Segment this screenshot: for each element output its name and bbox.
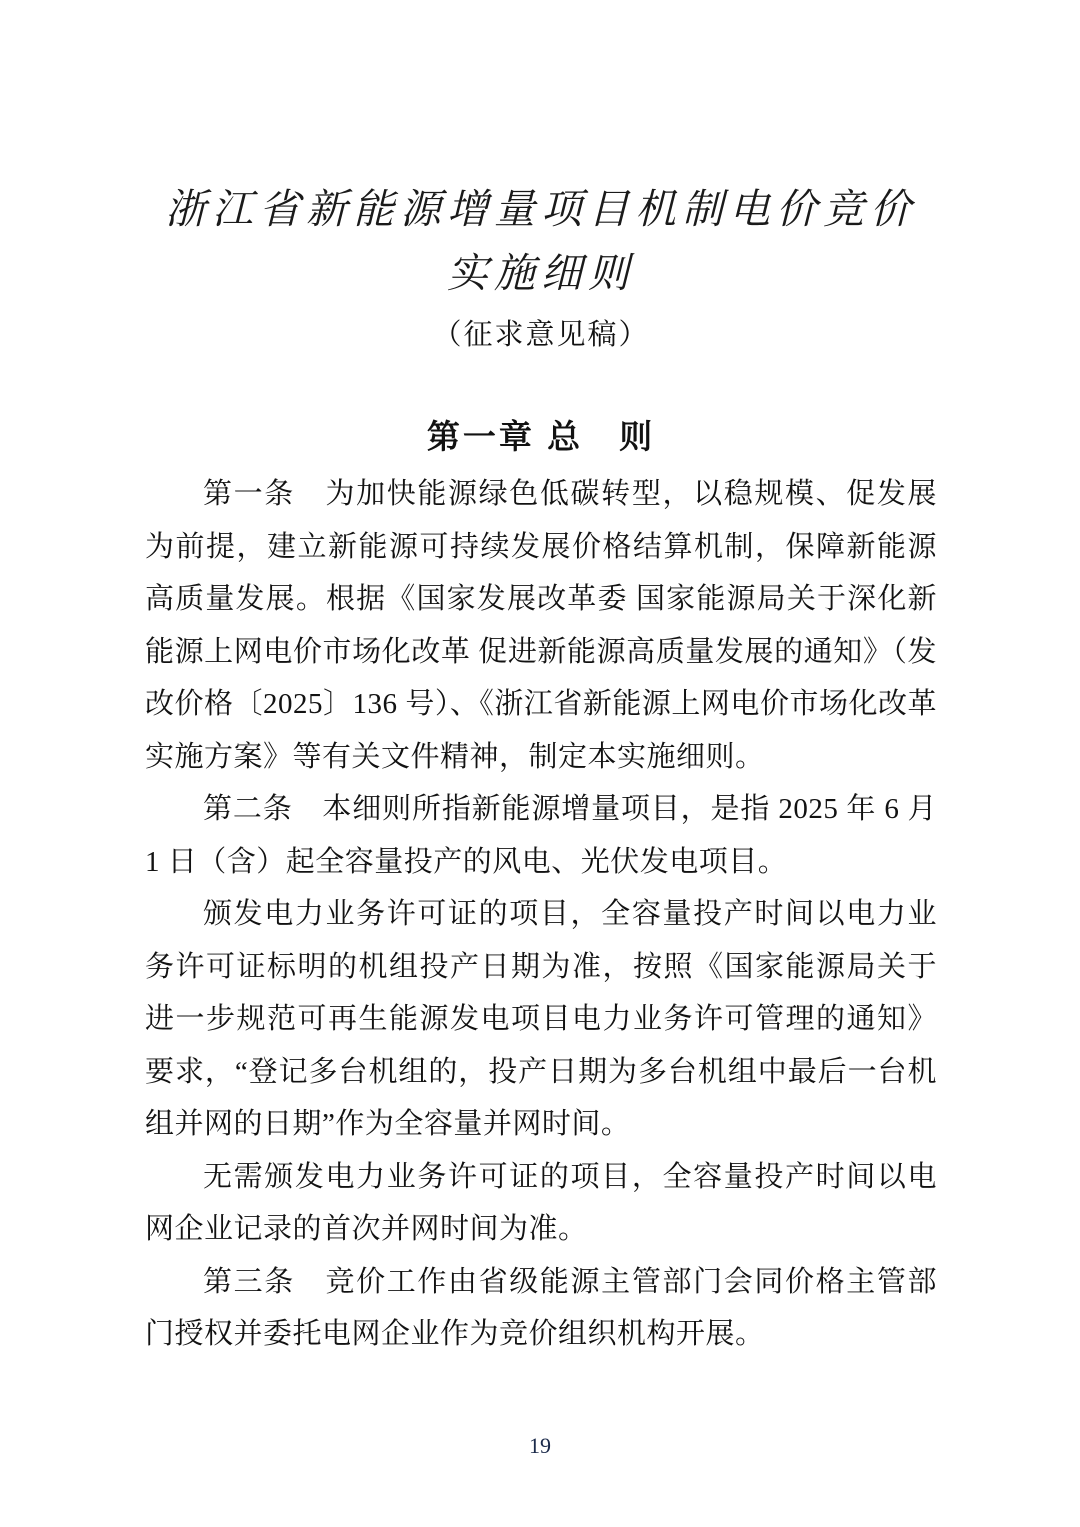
body-paragraph: 无需颁发电力业务许可证的项目，全容量投产时间以电网企业记录的首次并网时间为准。 (145, 1160, 937, 1245)
chapter-heading: 第一章 总 则 (426, 418, 656, 455)
page-number: 19 (529, 1433, 551, 1458)
document-content (145, 182, 937, 1361)
document-title-line-1: 浙江省新能源增量项目机制电价竞价 (165, 186, 917, 232)
body-text (145, 468, 937, 1361)
body-paragraph: 颁发电力业务许可证的项目，全容量投产时间以电力业务许可证标明的机组投产日期为准，按照《国家能源局关于进一步规范可再生能源发电项目电力业务许可管理的通知》要求，“登记多台机组的，投产日期为多台机组中最后一台机组并网的日期”作为全容量并网时间。 (145, 898, 937, 1140)
body-paragraph: 第三条 竞价工作由省级能源主管部门会同价格主管部门授权并委托电网企业作为竞价组织机构开展。 (145, 1265, 937, 1350)
body-paragraph: 第二条 本细则所指新能源增量项目，是指 2025 年 6 月 1 日（含）起全容量投产的风电、光伏发电项目。 (145, 793, 937, 878)
body-paragraph: 第一条 为加快能源绿色低碳转型，以稳规模、促发展为前提，建立新能源可持续发展价格结算机制，保障新能源高质量发展。根据《国家发展改革委 国家能源局关于深化新能源上网电价市场化改革 促进新能源高质量发展的通知》（发改价格〔2025〕136 号）、《浙江省新能源上网电价市场化改革实施方案》等有关文件精神，制定本实施细则。 (145, 478, 937, 773)
document-title-line-2: 实施细则 (447, 250, 635, 296)
draft-note: （征求意见稿） (432, 319, 650, 351)
